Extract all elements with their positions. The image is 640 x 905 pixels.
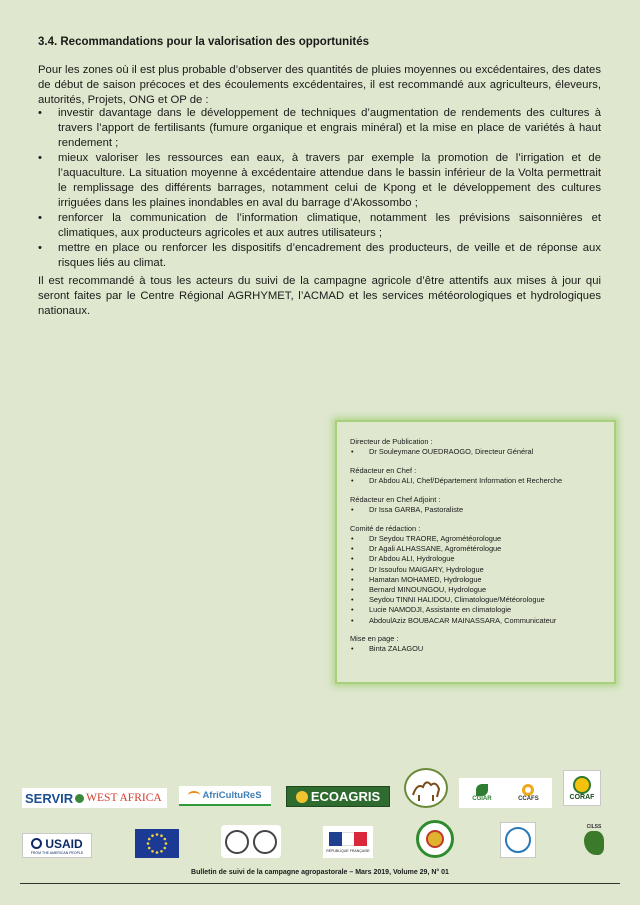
credit-person	[350, 447, 602, 457]
agrhymet-emblem-logo	[404, 768, 448, 808]
recommendation-item	[38, 241, 601, 271]
credits-box	[335, 420, 616, 684]
closing-paragraph: Il est recommandé à tous les acteurs du suivi de la campagne agricole d’être attentifs aux mises à jour qui seront faites par le Centre Régional AGRHYMET, l’ACMAD et les services météorologiques et hydrologiques nationaux.	[38, 275, 601, 317]
credit-role: Rédacteur en Chef :	[350, 465, 417, 475]
recommendation-text: renforcer la communication de l’information climatique, notamment les prévisions saisonnières et climatiques, aux producteurs agricoles et aux autres utilisateurs ;	[58, 212, 601, 239]
bullet-icon: •	[351, 544, 354, 554]
credit-people-list	[350, 534, 602, 626]
africultures-swoosh-icon	[188, 791, 200, 799]
coraf-wheat-icon	[573, 776, 591, 794]
credit-person-name: Dr Abdou ALI, Chef/Département Information et Recherche	[369, 476, 563, 486]
credit-person-name: Dr Issa GARBA, Pastoraliste	[369, 505, 464, 515]
ecowas-center-icon	[426, 830, 444, 848]
bullet-icon: •	[351, 605, 354, 615]
credit-person-name: Dr Agali ALHASSANE, Agrométérologue	[369, 544, 502, 554]
credit-people-list	[350, 505, 602, 515]
republique-francaise-logo: RÉPUBLIQUE FRANÇAISE	[323, 826, 373, 858]
intro-paragraph: Pour les zones où il est plus probable d’observer des quantités de pluies moyennes ou excédentaires, des dates de début de saison précoces et des écoulements excédentaires, il est recommandé aux agriculteurs, éleveurs, autorités, Projets, ONG et OP de :	[38, 64, 601, 106]
credit-person	[350, 565, 602, 575]
credit-person-name: Dr Souleymane OUEDRAOGO, Directeur Général	[369, 447, 534, 457]
africa-seal-icon	[225, 830, 249, 854]
usaid-logo: USAID FROM THE AMERICAN PEOPLE	[22, 833, 92, 858]
credit-person-name: Dr Abdou ALI, Hydrologue	[369, 554, 455, 564]
credit-person	[350, 505, 602, 515]
bullet-icon: •	[38, 152, 42, 164]
footer-text: Bulletin de suivi de la campagne agropastorale – Mars 2019, Volume 29, N° 01	[191, 869, 449, 876]
marianne-flag-icon	[329, 832, 367, 846]
credit-person	[350, 476, 602, 486]
credit-person-name: Seydou TINNI HALIDOU, Climatologue/Météorologue	[369, 595, 545, 605]
eu-star-icon	[156, 851, 159, 854]
ecoagris-logo: ECOAGRIS	[286, 786, 390, 807]
credit-person-name: AbdoulAziz BOUBACAR MAINASSARA, Communicateur	[369, 615, 557, 625]
bullet-icon: •	[351, 564, 354, 574]
eu-star-icon	[156, 833, 159, 836]
credit-group	[350, 495, 602, 515]
credit-person-name: Hamatan MOHAMED, Hydrologue	[369, 574, 482, 584]
bullet-icon: •	[351, 644, 354, 654]
recommendation-list	[38, 106, 601, 271]
credit-person	[350, 585, 602, 595]
coraf-logo: CORAF	[563, 770, 601, 806]
eu-star-icon	[151, 834, 154, 837]
credit-person	[350, 644, 602, 654]
recommendation-item	[38, 106, 601, 151]
eu-star-icon	[148, 838, 151, 841]
recommendation-text: investir davantage dans le développement de techniques d’augmentation de rendements des cultures à travers l’apport de fertilisants (fumure organique et engrais minéral) et la mise en place de variétés à haut rendement ;	[58, 107, 601, 149]
european-union-flag	[135, 829, 179, 858]
credit-person	[350, 544, 602, 554]
credit-person	[350, 605, 602, 615]
credit-people-list	[350, 476, 602, 486]
partner-seals-logo	[221, 825, 281, 858]
credit-person	[350, 534, 602, 544]
eu-star-icon	[163, 838, 166, 841]
ccafs-ring-icon: CCAFS	[518, 784, 539, 802]
credit-group	[350, 466, 602, 486]
credit-person	[350, 554, 602, 564]
credit-person-name: Dr Seydou TRAORE, Agrométéorologue	[369, 533, 502, 543]
bullet-icon: •	[351, 476, 354, 486]
cilss-logo: CILSS	[576, 820, 612, 858]
camel-icon	[409, 773, 443, 803]
globe-seal-icon	[253, 830, 277, 854]
credit-role: Rédacteur en Chef Adjoint :	[350, 494, 441, 504]
recommendation-text: mettre en place ou renforcer les dispositifs d’encadrement des producteurs, de veille et de réponse aux risques liés au climat.	[58, 242, 601, 269]
credit-person-name: Binta ZALAGOU	[369, 644, 424, 654]
eu-star-icon	[160, 850, 163, 853]
bullet-icon: •	[351, 615, 354, 625]
servir-globe-icon	[75, 794, 84, 803]
africultures-logo: AfriCultuReS	[179, 786, 271, 806]
ecowas-emblem-logo	[416, 820, 454, 858]
cgiar-ccafs-logo	[459, 778, 552, 808]
cilss-africa-icon	[584, 831, 604, 855]
bullet-icon: •	[351, 595, 354, 605]
bullet-icon: •	[351, 584, 354, 594]
eu-star-icon	[151, 850, 154, 853]
recommendation-item	[38, 211, 601, 241]
cgiar-leaf-icon: CGIAR	[472, 784, 491, 802]
credit-group	[350, 634, 602, 654]
credit-person-name: Bernard MINOUNGOU, Hydrologue	[369, 584, 487, 594]
uemoa-globe-icon	[505, 827, 531, 853]
credit-group	[350, 437, 602, 457]
bullet-icon: •	[351, 505, 354, 515]
eu-star-icon	[148, 847, 151, 850]
servir-west-africa-logo: SERVIR WEST AFRICA	[22, 788, 167, 808]
usaid-seal-icon	[31, 838, 42, 849]
credit-person	[350, 616, 602, 626]
credit-group	[350, 524, 602, 626]
credit-role: Directeur de Publication :	[350, 437, 433, 446]
credit-person-name: Dr Issoufou MAIGARY, Hydrologue	[369, 564, 484, 574]
eu-star-icon	[147, 842, 150, 845]
recommendation-item	[38, 151, 601, 211]
credit-person	[350, 575, 602, 585]
credit-role: Mise en page :	[350, 634, 399, 644]
credit-people-list	[350, 644, 602, 654]
eu-stars-icon	[135, 829, 179, 858]
bullet-icon: •	[351, 554, 354, 564]
eu-star-icon	[163, 847, 166, 850]
credit-people-list	[350, 447, 602, 457]
credit-role: Comité de rédaction :	[350, 523, 421, 533]
recommendation-text: mieux valoriser les ressources ean eaux, à travers par exemple la promotion de l’irrigation et de l’aquaculture. La situation moyenne à excédentaire attendue dans le bassin inférieur de la Volta permettrait le remplissage des différents barrages, notamment celui de Kpong et le développement des cultures irriguées dans les plaines inondables en aval du barrage d’Akossombo ;	[58, 152, 601, 209]
section-heading: 3.4. Recommandations pour la valorisation des opportunités	[38, 36, 370, 48]
credit-person-name: Lucie NAMODJI, Assistante en climatologie	[369, 605, 512, 615]
bullet-icon: •	[351, 447, 354, 457]
ecoagris-globe-icon	[296, 791, 308, 803]
eu-star-icon	[160, 834, 163, 837]
uemoa-logo	[500, 822, 536, 858]
footer-rule	[20, 883, 620, 884]
credit-person	[350, 595, 602, 605]
eu-star-icon	[165, 842, 168, 845]
bullet-icon: •	[38, 242, 42, 254]
bullet-icon: •	[351, 533, 354, 543]
bullet-icon: •	[38, 212, 42, 224]
bullet-icon: •	[351, 574, 354, 584]
bullet-icon: •	[38, 107, 42, 119]
